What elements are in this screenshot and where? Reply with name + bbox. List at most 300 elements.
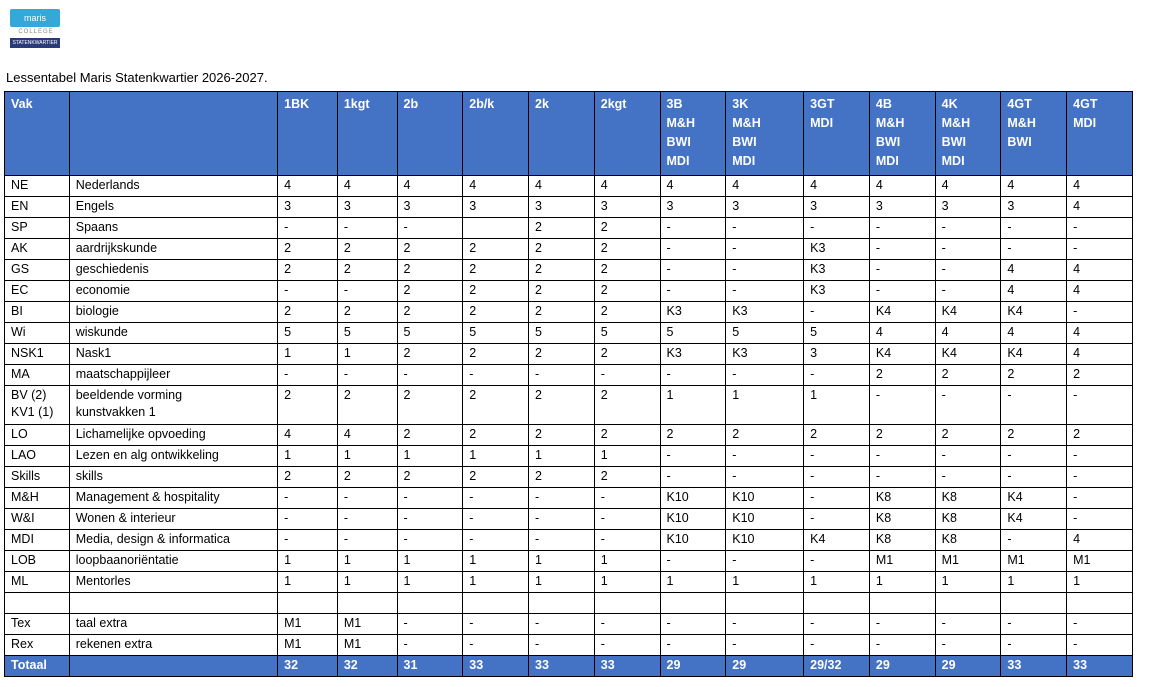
hours-cell: 4 [1001,281,1067,302]
hours-cell: 5 [660,323,726,344]
hours-cell: 1 [529,572,595,593]
hours-cell: - [660,365,726,386]
subject-name: Wonen & interieur [69,509,277,530]
hours-cell: 2 [463,281,529,302]
column-header-line: M&H [941,116,971,130]
hours-cell: - [463,614,529,635]
table-body [5,176,1133,677]
hours-cell: K3 [726,302,804,323]
column-header [594,92,660,176]
column-header-line: BWI [875,135,901,149]
hours-cell: 1 [337,344,397,365]
hours-cell: 2 [397,281,463,302]
hours-cell: - [1067,635,1133,656]
hours-cell: M1 [337,635,397,656]
subject-name: Spaans [69,218,277,239]
subject-code: LOB [5,551,70,572]
hours-cell: - [726,467,804,488]
hours-cell: 4 [337,176,397,197]
hours-cell: 1 [463,572,529,593]
subject-code [5,593,70,614]
hours-cell: - [397,218,463,239]
hours-cell: - [804,635,870,656]
hours-cell: 2 [397,386,463,425]
hours-cell: - [1067,386,1133,425]
hours-cell [463,218,529,239]
subject-code: LO [5,425,70,446]
column-header-line: M&H [1007,116,1036,130]
page-title: Lessentabel Maris Statenkwartier 2026-2027. [6,70,268,85]
hours-cell: - [804,467,870,488]
table-row [5,593,1133,614]
subject-name: wiskunde [69,323,277,344]
hours-cell: 2 [1067,365,1133,386]
hours-cell: 2 [529,218,595,239]
hours-cell: 2 [529,260,595,281]
hours-cell: - [1067,467,1133,488]
hours-cell: - [660,281,726,302]
table-row [5,260,1133,281]
hours-cell: 4 [726,176,804,197]
hours-cell: K3 [660,344,726,365]
total-cell: 33 [463,656,529,677]
hours-cell: - [660,467,726,488]
table-row [5,530,1133,551]
subject-code: Tex [5,614,70,635]
hours-cell: - [1001,530,1067,551]
hours-cell: - [463,635,529,656]
hours-cell: K4 [1001,302,1067,323]
total-cell: 29/32 [804,656,870,677]
hours-cell [397,593,463,614]
hours-cell: 2 [397,260,463,281]
hours-cell: - [397,365,463,386]
hours-cell: - [397,614,463,635]
hours-cell: - [278,281,338,302]
hours-cell: - [594,509,660,530]
hours-cell: K3 [804,260,870,281]
hours-cell: 4 [529,176,595,197]
hours-cell: 1 [397,446,463,467]
hours-cell: 3 [397,197,463,218]
column-header [529,92,595,176]
hours-cell: K4 [804,530,870,551]
subject-code: Rex [5,635,70,656]
column-header-line: MDI [810,116,834,130]
column-header-line: 4GT [1007,97,1032,111]
hours-cell: 1 [1067,572,1133,593]
hours-cell [804,593,870,614]
hours-cell: 4 [278,176,338,197]
hours-cell: K4 [1001,488,1067,509]
hours-cell: 1 [337,446,397,467]
hours-cell: - [804,365,870,386]
column-header [463,92,529,176]
hours-cell: 2 [594,467,660,488]
hours-cell: 4 [869,176,935,197]
column-header-line: Vak [11,97,33,111]
hours-cell: 5 [726,323,804,344]
hours-cell: M1 [935,551,1001,572]
table-row [5,218,1133,239]
column-header-line: 2b [403,97,419,111]
hours-cell [1067,593,1133,614]
subject-name: geschiedenis [69,260,277,281]
hours-cell: 3 [1001,197,1067,218]
hours-cell: - [463,365,529,386]
column-header-line: 3B [666,97,683,111]
subject-code: EC [5,281,70,302]
hours-cell: - [397,488,463,509]
hours-cell: - [1067,239,1133,260]
hours-cell: - [726,551,804,572]
hours-cell: 2 [337,386,397,425]
table-row [5,425,1133,446]
hours-cell: K8 [935,530,1001,551]
hours-cell: - [397,530,463,551]
subject-name: loopbaanoriëntatie [69,551,277,572]
maris-logo [10,9,62,48]
hours-cell: 4 [594,176,660,197]
column-header-line: 2kgt [600,97,627,111]
hours-cell: 2 [337,260,397,281]
subject-code: NE [5,176,70,197]
hours-cell: - [463,488,529,509]
hours-cell: 1 [278,344,338,365]
column-header-line: BWI [732,135,757,149]
hours-cell: 2 [463,425,529,446]
hours-cell: 1 [804,572,870,593]
hours-cell: - [529,509,595,530]
hours-cell: 3 [594,197,660,218]
hours-cell: M1 [337,614,397,635]
hours-cell: 2 [529,281,595,302]
hours-cell: 1 [660,572,726,593]
hours-cell: 1 [463,446,529,467]
table-row [5,572,1133,593]
total-cell: 29 [935,656,1001,677]
hours-cell: K10 [726,509,804,530]
subject-code: Wi [5,323,70,344]
hours-cell: - [804,614,870,635]
hours-cell [935,593,1001,614]
subject-name: economie [69,281,277,302]
hours-cell: 2 [529,467,595,488]
column-header-line: BWI [666,135,691,149]
hours-cell: - [726,281,804,302]
hours-cell: 1 [660,386,726,425]
column-header-line: BWI [941,135,966,149]
hours-cell: 1 [594,446,660,467]
hours-cell [594,593,660,614]
hours-cell: 4 [1001,323,1067,344]
hours-cell: - [529,614,595,635]
column-header-line: M&H [666,116,695,130]
total-cell: 33 [1067,656,1133,677]
hours-cell: - [1067,446,1133,467]
hours-cell: - [463,509,529,530]
hours-cell: 2 [1001,365,1067,386]
hours-cell: 2 [594,239,660,260]
hours-cell: 2 [278,239,338,260]
hours-cell: 1 [278,446,338,467]
subject-name: Media, design & informatica [69,530,277,551]
hours-cell: K3 [804,239,870,260]
header-row [5,92,1133,176]
subject-code: MA [5,365,70,386]
column-header-line: 3GT [810,97,835,111]
column-header-line: 3K [732,97,749,111]
hours-cell: - [935,467,1001,488]
hours-cell: 3 [529,197,595,218]
hours-cell: 2 [397,467,463,488]
subject-name: Lichamelijke opvoeding [69,425,277,446]
hours-cell: 2 [529,386,595,425]
hours-cell: - [660,614,726,635]
column-header-line: MDI [941,154,965,168]
hours-cell: 2 [463,260,529,281]
subject-name: taal extra [69,614,277,635]
hours-cell: - [726,218,804,239]
subject-code: NSK1 [5,344,70,365]
subject-name [69,593,277,614]
subject-code: W&I [5,509,70,530]
hours-cell: - [660,218,726,239]
subject-code: Skills [5,467,70,488]
column-header [278,92,338,176]
table-row [5,467,1133,488]
hours-cell: K8 [869,488,935,509]
hours-cell: - [804,446,870,467]
column-header-line: MDI [666,154,690,168]
hours-cell: - [1067,488,1133,509]
hours-cell: 2 [463,344,529,365]
table-row [5,488,1133,509]
hours-cell: - [1067,218,1133,239]
subject-name: Management & hospitality [69,488,277,509]
hours-cell: 2 [594,425,660,446]
hours-cell: 2 [337,239,397,260]
hours-cell: 1 [726,572,804,593]
hours-cell: 2 [594,302,660,323]
hours-cell [278,593,338,614]
hours-cell: 4 [1067,530,1133,551]
hours-cell: - [869,260,935,281]
table-row [5,239,1133,260]
hours-cell: - [726,239,804,260]
hours-cell: - [869,467,935,488]
hours-cell: 4 [660,176,726,197]
hours-cell: 4 [1067,344,1133,365]
column-header [804,92,870,176]
total-cell: 33 [529,656,595,677]
column-header-line: 4K [941,97,958,111]
column-header [337,92,397,176]
hours-cell [726,593,804,614]
column-header-line: BWI [1007,135,1032,149]
table-row [5,281,1133,302]
hours-cell: - [529,488,595,509]
hours-cell: 1 [726,386,804,425]
column-header [1001,92,1067,176]
hours-cell: 3 [804,344,870,365]
hours-cell: - [804,302,870,323]
hours-cell: K4 [935,302,1001,323]
hours-cell: 4 [1067,176,1133,197]
hours-cell: 2 [1067,425,1133,446]
hours-cell: 4 [1001,176,1067,197]
subject-name: skills [69,467,277,488]
hours-cell: 4 [1001,260,1067,281]
hours-cell: 5 [278,323,338,344]
column-header [935,92,1001,176]
hours-cell: 2 [869,365,935,386]
table-row [5,446,1133,467]
subject-code: GS [5,260,70,281]
hours-cell: 2 [529,239,595,260]
table-header [5,92,1133,176]
hours-cell: K3 [726,344,804,365]
hours-cell: - [935,446,1001,467]
logo-college: COLLEGE [18,29,54,35]
hours-cell: - [529,635,595,656]
column-header-line: MDI [1073,116,1097,130]
hours-cell: - [804,551,870,572]
hours-cell [660,593,726,614]
column-header-line: 4B [875,97,892,111]
hours-cell: - [337,530,397,551]
hours-cell: K10 [726,488,804,509]
table-row [5,386,1133,425]
hours-cell: 1 [397,551,463,572]
hours-cell: 3 [804,197,870,218]
hours-cell: 5 [529,323,595,344]
hours-cell: - [660,635,726,656]
hours-cell: 2 [935,425,1001,446]
hours-cell: - [1001,386,1067,425]
hours-cell: 1 [529,551,595,572]
hours-cell: - [869,281,935,302]
hours-cell: - [1001,467,1067,488]
column-header [660,92,726,176]
hours-cell: 1 [1001,572,1067,593]
total-cell: 33 [1001,656,1067,677]
subject-name: maatschappijleer [69,365,277,386]
hours-cell [1001,593,1067,614]
hours-cell: - [337,509,397,530]
subject-code: BI [5,302,70,323]
hours-cell: - [660,239,726,260]
logo-statenkwartier: STATENKWARTIER [10,38,60,48]
hours-cell: - [869,239,935,260]
hours-cell: 5 [397,323,463,344]
hours-cell: 2 [529,344,595,365]
hours-cell: K8 [869,530,935,551]
hours-cell: - [397,635,463,656]
hours-cell: 2 [337,302,397,323]
hours-cell: 5 [463,323,529,344]
hours-cell: - [660,260,726,281]
column-header-line: M&H [875,116,905,130]
hours-cell: K8 [869,509,935,530]
hours-cell: - [337,218,397,239]
hours-cell: 2 [529,425,595,446]
table-row [5,635,1133,656]
hours-cell: - [529,530,595,551]
hours-cell: 2 [660,425,726,446]
hours-cell: K8 [935,488,1001,509]
table-row [5,323,1133,344]
hours-cell: 1 [935,572,1001,593]
hours-cell: K4 [1001,509,1067,530]
hours-cell: M1 [1001,551,1067,572]
hours-cell: 1 [278,551,338,572]
hours-cell: - [337,281,397,302]
subject-name: biologie [69,302,277,323]
hours-cell: K10 [726,530,804,551]
hours-cell: - [397,509,463,530]
subject-code: LAO [5,446,70,467]
hours-cell: - [278,218,338,239]
table-row [5,365,1133,386]
hours-cell: K8 [935,509,1001,530]
table-row [5,176,1133,197]
hours-cell: M1 [869,551,935,572]
total-label: Totaal [5,656,70,677]
hours-cell: - [463,530,529,551]
hours-cell: 4 [869,323,935,344]
table-row [5,302,1133,323]
hours-cell [869,593,935,614]
subject-name: beeldende vorming kunstvakken 1 [69,386,277,425]
subject-name: aardrijkskunde [69,239,277,260]
hours-cell: 2 [726,425,804,446]
total-cell: 29 [660,656,726,677]
hours-cell: - [804,218,870,239]
hours-cell: 2 [278,467,338,488]
hours-cell: 2 [397,239,463,260]
table-row [5,344,1133,365]
subject-code: M&H [5,488,70,509]
hours-cell: - [869,635,935,656]
subject-name: Engels [69,197,277,218]
hours-cell: 1 [278,572,338,593]
subject-name: Nederlands [69,176,277,197]
hours-cell: 5 [594,323,660,344]
hours-cell: 4 [1067,260,1133,281]
hours-cell: 4 [804,176,870,197]
subject-name: Lezen en alg ontwikkeling [69,446,277,467]
hours-cell: 3 [935,197,1001,218]
hours-cell: 1 [397,572,463,593]
hours-cell: 1 [529,446,595,467]
column-header-line: MDI [732,154,756,168]
column-header-line: 4GT [1073,97,1098,111]
hours-cell: - [869,386,935,425]
hours-cell: 5 [804,323,870,344]
hours-cell [463,593,529,614]
total-cell: 29 [869,656,935,677]
subject-name: rekenen extra [69,635,277,656]
subject-code: EN [5,197,70,218]
hours-cell: 1 [804,386,870,425]
hours-cell: - [935,218,1001,239]
hours-cell: 2 [594,344,660,365]
hours-cell: - [278,365,338,386]
hours-cell: - [1001,614,1067,635]
hours-cell: 2 [463,467,529,488]
hours-cell: 2 [337,467,397,488]
